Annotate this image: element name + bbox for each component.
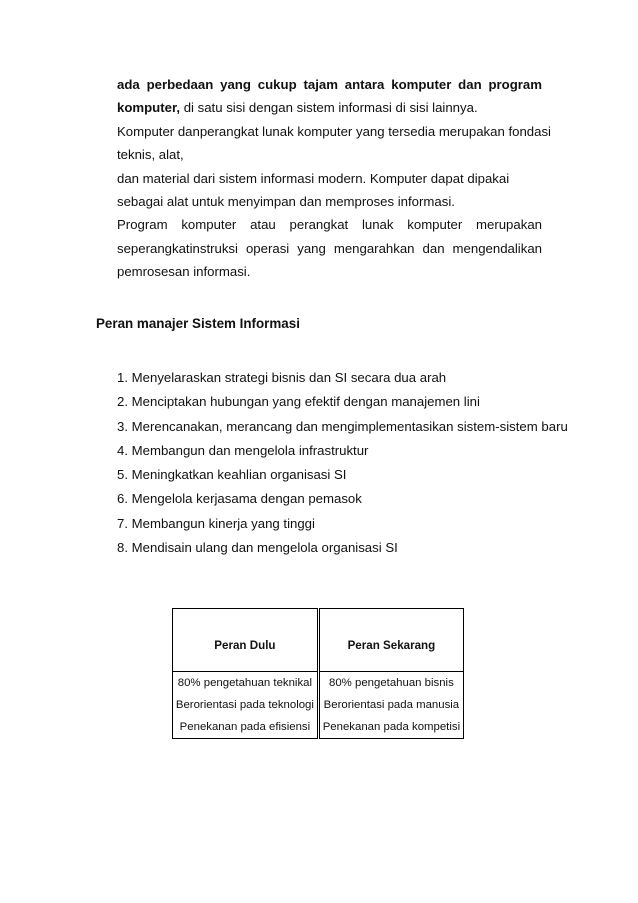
table-row (173, 694, 464, 716)
table-cell: 80% pengetahuan teknikal (173, 672, 319, 695)
table-cell: Penekanan pada efisiensi (173, 716, 319, 739)
table-cell: Berorientasi pada teknologi (173, 694, 319, 716)
table-row (173, 716, 464, 739)
role-list (117, 366, 568, 560)
list-item: 6. Mengelola kerjasama dengan pemasok (117, 491, 362, 507)
paragraph-line: dan material dari sistem informasi modern. Komputer dapat dipakai (117, 170, 510, 186)
paragraph-line: ada perbedaan yang cukup tajam antara komputer dan program (117, 77, 542, 92)
paragraph-line: seperangkatinstruksi operasi yang mengarahkan dan mengendalikan (117, 240, 542, 256)
paragraph-line: sebagai alat untuk menyimpan dan memproses informasi. (117, 194, 455, 210)
intro-paragraph (117, 73, 551, 284)
table-header-row (173, 609, 464, 672)
list-item: 1. Menyelaraskan strategi bisnis dan SI secara dua arah (117, 370, 447, 385)
paragraph-line: pemrosesan informasi. (117, 264, 251, 280)
paragraph-line (117, 96, 542, 119)
paragraph-line: Program komputer atau perangkat lunak komputer merupakan (117, 217, 542, 233)
paragraph-text: di satu sisi dengan sistem informasi di sisi lainnya. (180, 100, 478, 116)
table-row (173, 672, 464, 695)
bold-term: komputer, (117, 100, 181, 116)
comparison-table (172, 608, 464, 739)
list-item: 3. Merencanakan, merancang dan mengimplementasikan sistem-sistem baru (117, 418, 568, 434)
table-cell: 80% pengetahuan bisnis (318, 672, 463, 695)
section-heading: Peran manajer Sistem Informasi (96, 316, 300, 331)
paragraph-line: teknis, alat, (117, 147, 184, 163)
table-cell: Penekanan pada kompetisi (318, 716, 463, 739)
paragraph-line: Komputer danperangkat lunak komputer yang tersedia merupakan fondasi (117, 123, 551, 139)
table-cell: Berorientasi pada manusia (318, 694, 463, 716)
table-header: Peran Sekarang (318, 609, 463, 672)
list-item: 8. Mendisain ulang dan mengelola organisasi SI (117, 540, 398, 556)
list-item: 7. Membangun kinerja yang tinggi (117, 515, 315, 531)
list-item: 4. Membangun dan mengelola infrastruktur (117, 442, 369, 458)
table-header: Peran Dulu (173, 609, 319, 672)
list-item: 2. Menciptakan hubungan yang efektif dengan manajemen lini (117, 394, 480, 410)
list-item: 5. Meningkatkan keahlian organisasi SI (117, 467, 347, 483)
